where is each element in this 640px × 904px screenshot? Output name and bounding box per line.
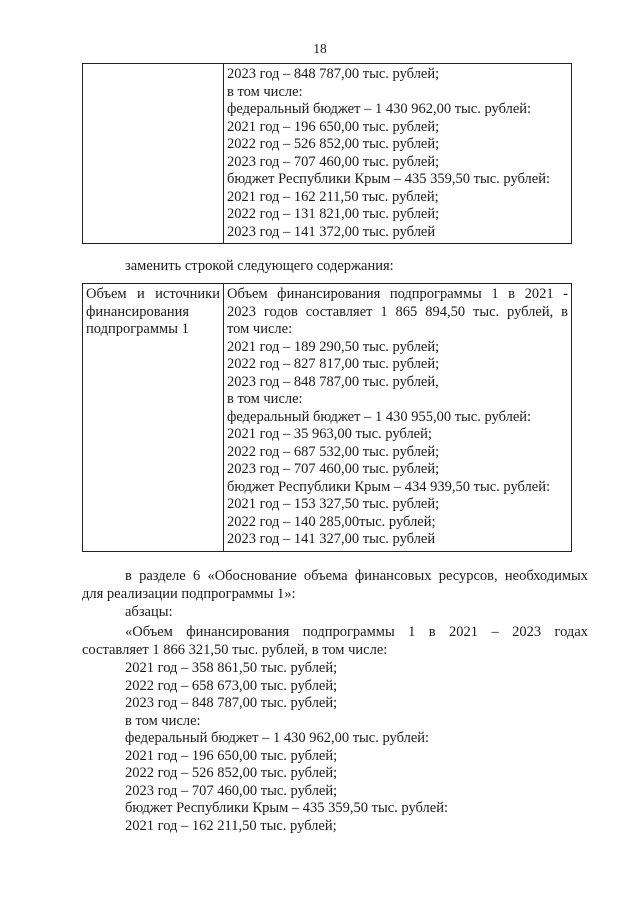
breakdown-line: 2021 год – 196 650,00 тыс. рублей;	[125, 747, 338, 764]
section-6-paragraph	[82, 568, 588, 603]
table-left-cell	[83, 64, 224, 244]
abzacy-label: абзацы:	[125, 604, 173, 620]
table-row	[83, 284, 572, 552]
table-line: 2023 год – 848 787,00 тыс. рублей;	[227, 66, 440, 82]
table-line: 2023 год – 141 327,00 тыс. рублей	[227, 531, 436, 547]
table-line: 2022 год – 687 532,00 тыс. рублей;	[227, 443, 440, 460]
replacement-financing-table	[82, 283, 572, 552]
table-intro-line: Объем финансирования подпрограммы 1 в 2021 -	[227, 286, 568, 302]
table-left-cell	[83, 284, 224, 552]
breakdown-line: федеральный бюджет – 1 430 962,00 тыс. рублей:	[125, 730, 430, 746]
row-header-line: финансирования	[86, 303, 190, 320]
breakdown-line: 2021 год – 162 211,50 тыс. рублей;	[125, 817, 337, 834]
breakdown-line: 2021 год – 358 861,50 тыс. рублей;	[125, 660, 338, 676]
table-line: в том числе:	[227, 83, 303, 100]
breakdown-line: 2023 год – 707 460,00 тыс. рублей;	[125, 782, 338, 799]
table-right-cell	[224, 284, 572, 552]
paragraph-line: для реализации подпрограммы 1»:	[82, 585, 296, 602]
table-intro-line: том числе:	[227, 321, 293, 337]
row-header-line: Объем и источники	[86, 286, 220, 302]
table-line: 2022 год – 131 821,00 тыс. рублей;	[227, 206, 440, 222]
table-line: бюджет Республики Крым – 434 939,50 тыс. рублей:	[227, 478, 551, 495]
table-intro-line: 2023 годов составляет 1 865 894,50 тыс. рублей, в	[227, 303, 568, 320]
table-line: 2023 год – 141 372,00 тыс. рублей	[227, 223, 436, 240]
table-row	[83, 64, 572, 244]
paragraph-line: в разделе 6 «Обоснование объема финансовых ресурсов, необходимых	[125, 568, 588, 584]
quoted-paragraph	[82, 624, 588, 659]
table-line: 2021 год – 153 327,50 тыс. рублей;	[227, 496, 440, 512]
table-line: 2021 год – 162 211,50 тыс. рублей;	[227, 188, 439, 205]
table-line: федеральный бюджет – 1 430 955,00 тыс. рублей:	[227, 408, 532, 425]
table-line: 2023 год – 848 787,00 тыс. рублей,	[227, 373, 439, 390]
quoted-breakdown	[125, 660, 595, 835]
table-line: 2023 год – 707 460,00 тыс. рублей;	[227, 461, 440, 477]
page-number: 18	[313, 41, 327, 56]
table-line: 2022 год – 140 285,00тыс. рублей;	[227, 513, 436, 530]
breakdown-line: в том числе:	[125, 712, 201, 729]
table-line: 2022 год – 526 852,00 тыс. рублей;	[227, 136, 440, 152]
breakdown-line: бюджет Республики Крым – 435 359,50 тыс. рублей:	[125, 800, 449, 816]
paragraph-line: «Объем финансирования подпрограммы 1 в 2021 – 2023 годах	[125, 624, 588, 640]
row-header-line: подпрограммы 1	[86, 321, 189, 337]
table-line: 2022 год – 827 817,00 тыс. рублей;	[227, 356, 440, 372]
paragraph-line: составляет 1 866 321,50 тыс. рублей, в том числе:	[82, 641, 388, 658]
breakdown-line: 2023 год – 848 787,00 тыс. рублей;	[125, 695, 338, 711]
table-line: федеральный бюджет – 1 430 962,00 тыс. рублей:	[227, 101, 532, 117]
table-line: в том числе:	[227, 391, 303, 407]
table-line: 2023 год – 707 460,00 тыс. рублей;	[227, 153, 440, 170]
breakdown-line: 2022 год – 526 852,00 тыс. рублей;	[125, 765, 338, 781]
replace-instruction: заменить строкой следующего содержания:	[125, 258, 394, 274]
breakdown-line: 2022 год – 658 673,00 тыс. рублей;	[125, 677, 338, 694]
table-line: бюджет Республики Крым – 435 359,50 тыс. рублей:	[227, 171, 551, 187]
table-line: 2021 год – 35 963,00 тыс. рублей;	[227, 426, 432, 442]
table-right-cell	[224, 64, 572, 244]
table-line: 2021 год – 189 290,50 тыс. рублей;	[227, 338, 440, 355]
table-line: 2021 год – 196 650,00 тыс. рублей;	[227, 118, 440, 135]
original-financing-table	[82, 63, 572, 244]
